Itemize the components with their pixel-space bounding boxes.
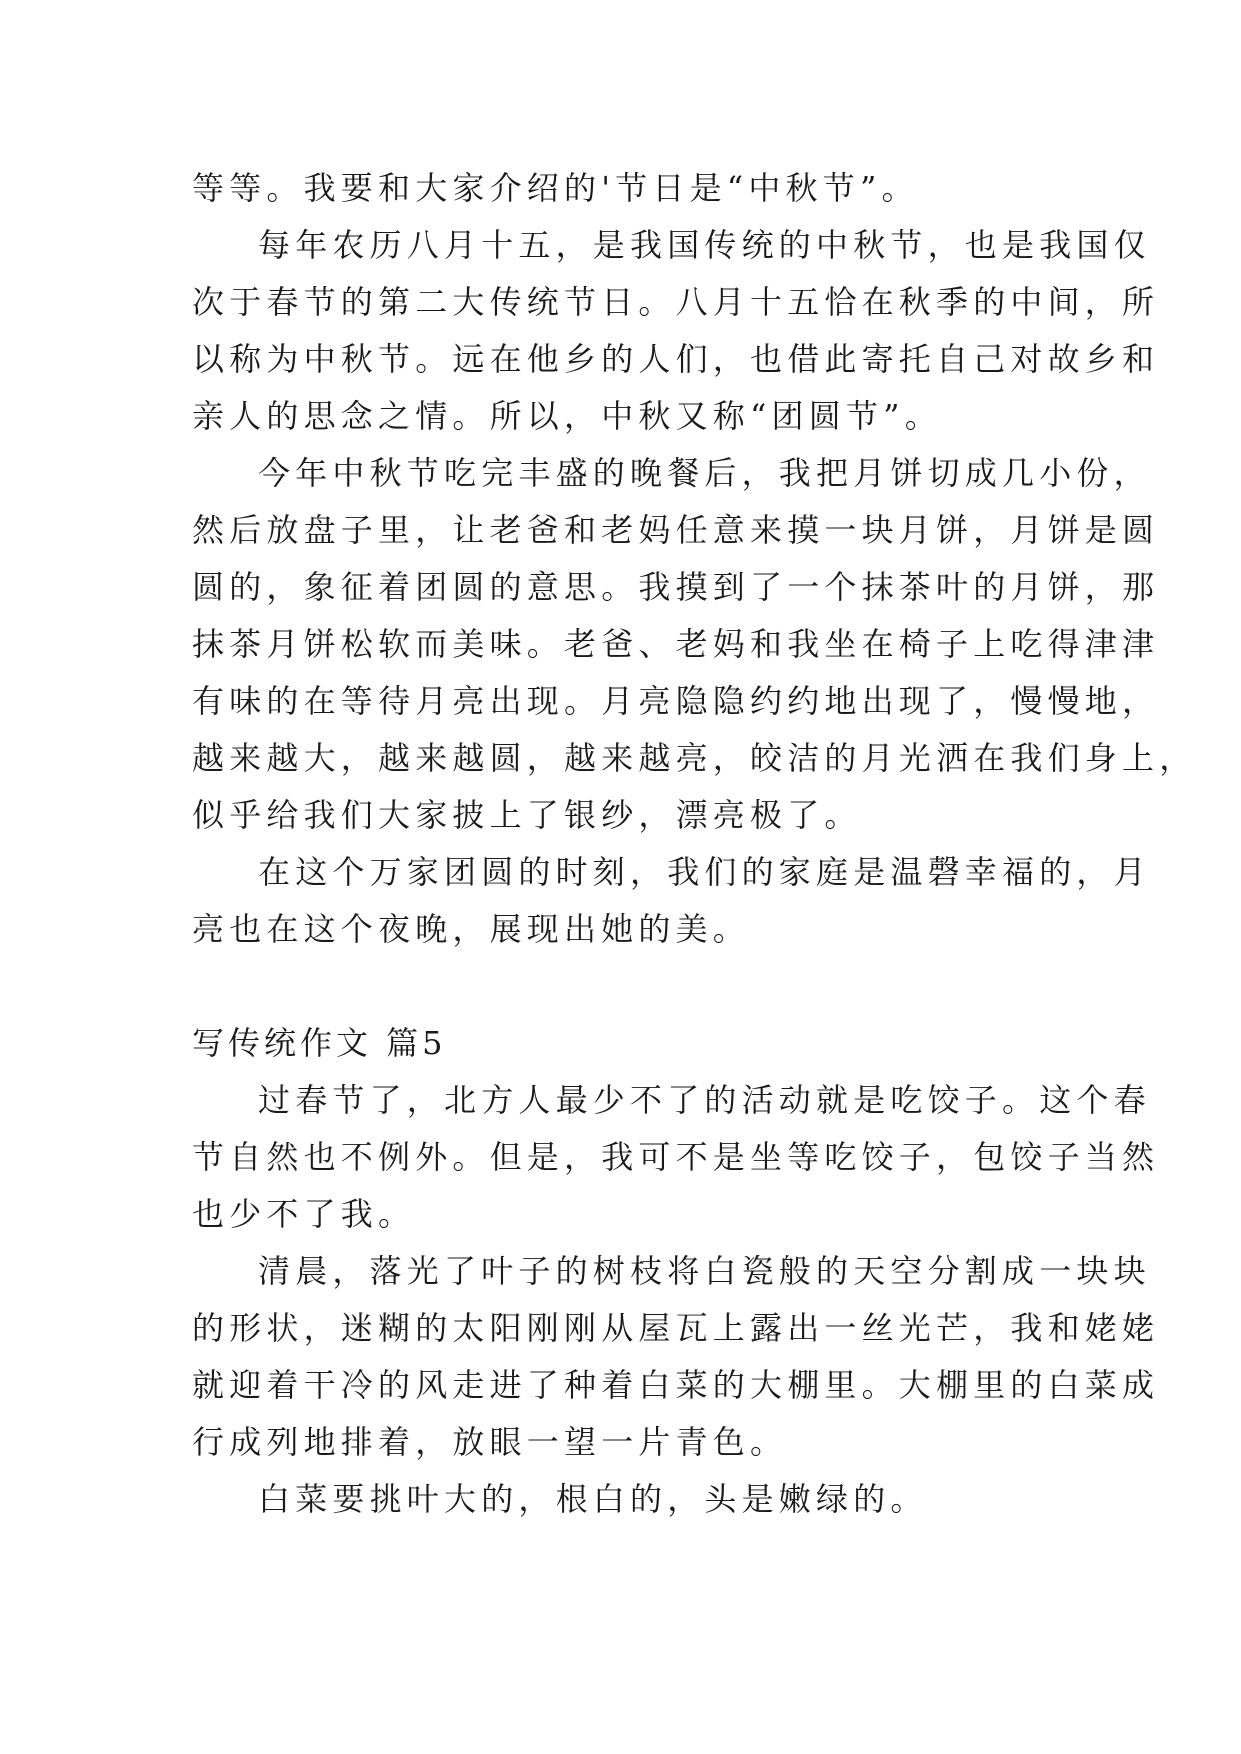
paragraph-line: 也少不了我。 [192, 1195, 416, 1233]
paragraph-line: 亮也在这个夜晚，展现出她的美。 [192, 910, 751, 948]
paragraph-line: 在这个万家团圆的时刻，我们的家庭是温磬幸福的，月 [258, 853, 1151, 891]
paragraph-line: 清晨，落光了叶子的树枝将白瓷般的天空分割成一块块 [258, 1252, 1151, 1290]
paragraph-line: 今年中秋节吃完丰盛的晚餐后，我把月饼切成几小份， [258, 454, 1151, 492]
paragraph-line: 等等。我要和大家介绍的'节日是“中秋节”。 [192, 169, 919, 207]
paragraph-line: 越来越大，越来越圆，越来越亮，皎洁的月光洒在我们身上， [192, 739, 1197, 777]
paragraph-line: 亲人的思念之情。所以，中秋又称“团圆节”。 [192, 397, 942, 435]
paragraph-line: 然后放盘子里，让老爸和老妈任意来摸一块月饼，月饼是圆 [192, 511, 1160, 549]
paragraph-line: 抹茶月饼松软而美味。老爸、老妈和我坐在椅子上吃得津津 [192, 625, 1160, 663]
paragraph-line: 过春节了，北方人最少不了的活动就是吃饺子。这个春 [258, 1081, 1151, 1119]
paragraph-line: 圆的，象征着团圆的意思。我摸到了一个抹茶叶的月饼，那 [192, 568, 1160, 606]
section-heading: 写传统作文 篇5 [192, 1024, 447, 1062]
paragraph-line: 的形状，迷糊的太阳刚刚从屋瓦上露出一丝光芒，我和姥姥 [192, 1309, 1160, 1347]
paragraph-line: 节自然也不例外。但是，我可不是坐等吃饺子，包饺子当然 [192, 1138, 1160, 1176]
paragraph-line: 次于春节的第二大传统节日。八月十五恰在秋季的中间，所 [192, 283, 1160, 321]
paragraph-line: 行成列地排着，放眼一望一片青色。 [192, 1423, 788, 1461]
paragraph-line: 白菜要挑叶大的，根白的，头是嫩绿的。 [258, 1480, 928, 1518]
paragraph-line: 以称为中秋节。远在他乡的人们，也借此寄托自己对故乡和 [192, 340, 1160, 378]
paragraph-line: 有味的在等待月亮出现。月亮隐隐约约地出现了，慢慢地， [192, 682, 1160, 720]
paragraph-line: 就迎着干冷的风走进了种着白菜的大棚里。大棚里的白菜成 [192, 1366, 1160, 1404]
paragraph-line: 似乎给我们大家披上了银纱，漂亮极了。 [192, 796, 862, 834]
paragraph-line: 每年农历八月十五，是我国传统的中秋节，也是我国仅 [258, 226, 1151, 264]
